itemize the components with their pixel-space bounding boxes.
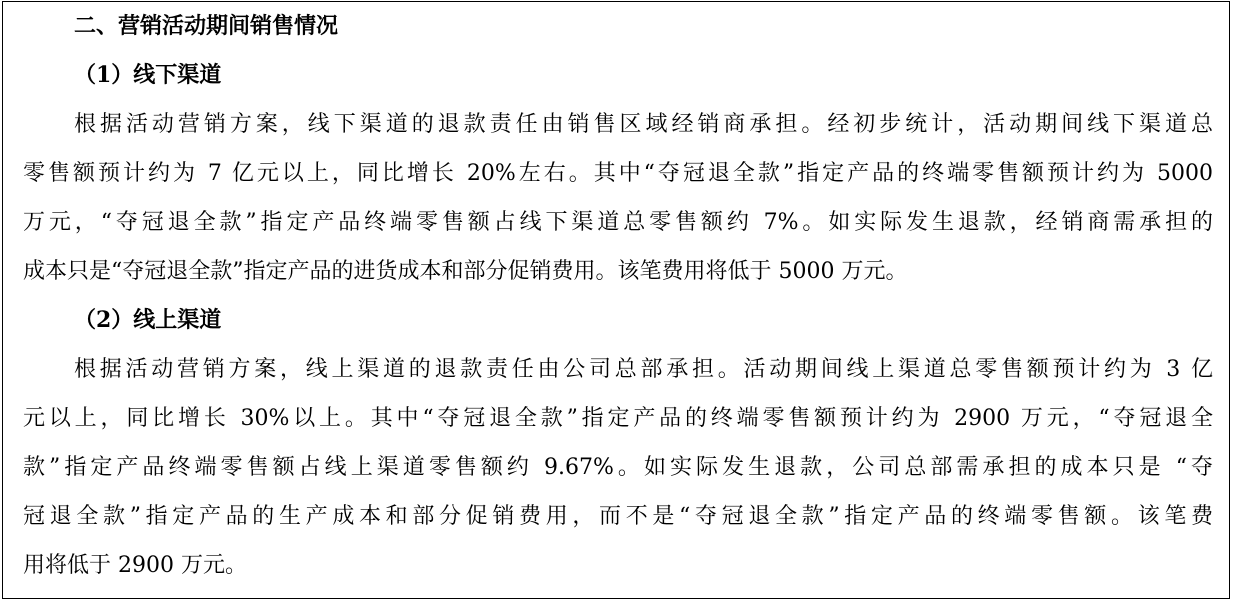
offline-paragraph-line-1: 根据活动营销方案，线下渠道的退款责任由销售区域经销商承担。经初步统计，活动期间线下渠道总 (74, 112, 1213, 137)
online-paragraph-line-5: 用将低于 2900 万元。 (23, 553, 247, 578)
online-paragraph-line-1: 根据活动营销方案，线上渠道的退款责任由公司总部承担。活动期间线上渠道总零售额预计约为 3 亿 (74, 357, 1213, 382)
online-paragraph-line-3: 款”指定产品终端零售额占线上渠道零售额约 9.67%。如实际发生退款，公司总部需承担的成本只是 “夺 (23, 455, 1213, 480)
offline-channel-heading: （1）线下渠道 (74, 62, 222, 88)
offline-paragraph-line-4: 成本只是“夺冠退全款”指定产品的进货成本和部分促销费用。该笔费用将低于 5000 万元。 (23, 259, 908, 284)
section-title: 二、营销活动期间销售情况 (74, 13, 339, 39)
offline-paragraph-line-3: 万元，“夺冠退全款”指定产品终端零售额占线下渠道总零售额约 7%。如实际发生退款，经销商需承担的 (23, 210, 1213, 235)
online-channel-heading: （2）线上渠道 (74, 307, 222, 333)
document-page (2, 1, 1230, 599)
online-paragraph-line-2: 元以上，同比增长 30%以上。其中“夺冠退全款”指定产品的终端零售额预计约为 2900 万元，“夺冠退全 (23, 406, 1213, 431)
offline-paragraph-line-2: 零售额预计约为 7 亿元以上，同比增长 20%左右。其中“夺冠退全款”指定产品的终端零售额预计约为 5000 (23, 161, 1213, 186)
online-paragraph-line-4: 冠退全款”指定产品的生产成本和部分促销费用，而不是“夺冠退全款”指定产品的终端零售额。该笔费 (23, 504, 1213, 529)
